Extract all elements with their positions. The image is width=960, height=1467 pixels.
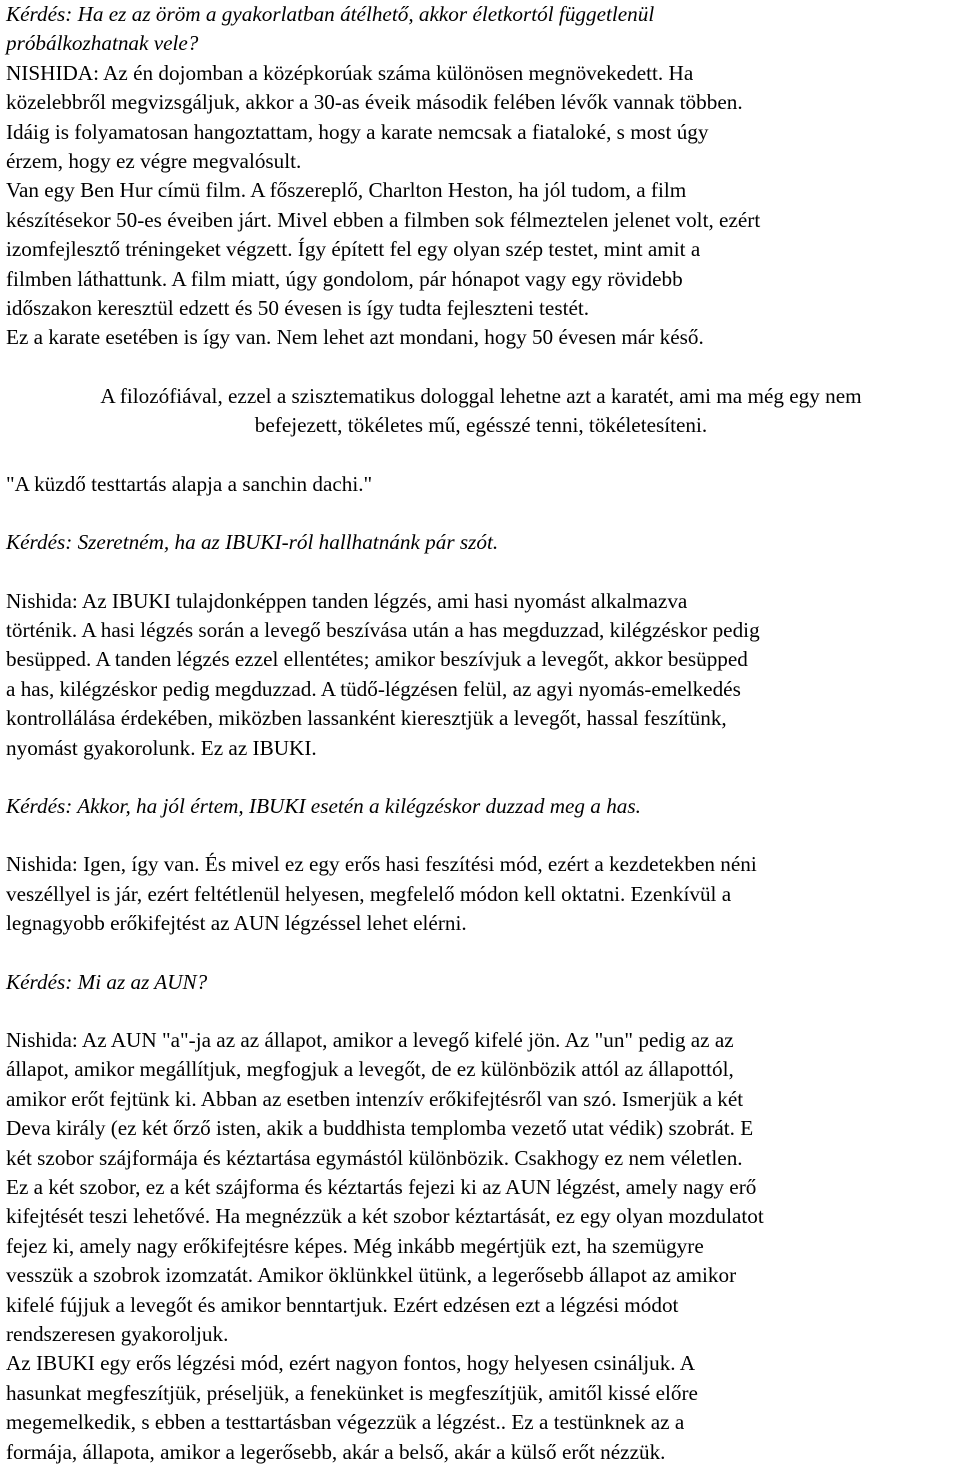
text-line: készítésekor 50-es éveiben járt. Mivel ebben a filmben sok félmeztelen jelenet volt, ezért bbox=[6, 207, 761, 232]
text-line: megemelkedik, s ebben a testtartásban végezzük a légzést.. Ez a testünknek az a bbox=[6, 1410, 685, 1435]
text-line: kontrollálása érdekében, miközben lassanként kieresztjük a levegőt, hassal feszítünk, bbox=[6, 706, 727, 731]
question-paragraph bbox=[6, 968, 956, 997]
text-line: Nishida: Az AUN "a"-ja az az állapot, amikor a levegő kifelé jön. Az "un" pedig az az bbox=[6, 1027, 734, 1052]
text-line: Ez a karate esetében is így van. Nem lehet azt mondani, hogy 50 évesen már késő. bbox=[6, 325, 704, 350]
text-line: Nishida: Az IBUKI tulajdonképpen tanden légzés, ami hasi nyomást alkalmazva bbox=[6, 588, 688, 613]
text-line: a has, kilégzéskor pedig megduzzad. A tüdő-légzésen felül, az agyi nyomás-emelkedés bbox=[6, 676, 741, 701]
text-line: filmben láthattunk. A film miatt, úgy gondolom, pár hónapot vagy egy rövidebb bbox=[6, 266, 683, 291]
text-line: amikor erőt fejtünk ki. Abban az esetben intenzív erőkifejtésről van szó. Ismerjük a két bbox=[6, 1086, 744, 1111]
text-line: Idáig is folyamatosan hangoztattam, hogy a karate nemcsak a fiataloké, s most úgy bbox=[6, 119, 709, 144]
text-line: történik. A hasi légzés során a levegő beszívása után a has megduzzad, kilégzéskor pedig bbox=[6, 617, 760, 642]
text-line: Deva király (ez két őrző isten, akik a buddhista templomba vezető utat védik) szobrát. E bbox=[6, 1116, 754, 1141]
text-line: Az IBUKI egy erős légzési mód, ezért nagyon fontos, hogy helyesen csináljuk. A bbox=[6, 1351, 696, 1376]
text-line: Nishida: Igen, így van. És mivel ez egy erős hasi feszítési mód, ezért a kezdetekben néni bbox=[6, 852, 757, 877]
text-line: legnagyobb erőkifejtést az AUN légzéssel lehet elérni. bbox=[6, 911, 467, 936]
document-page bbox=[6, 0, 956, 1467]
text-line: izomfejlesztő tréningeket végzett. Így épített fel egy olyan szép testet, mint amit a bbox=[6, 237, 701, 262]
text-line: Kérdés: Ha ez az öröm a gyakorlatban átélhető, akkor életkortól függetlenül bbox=[6, 2, 655, 26]
text-line: két szobor szájformája és kéztartása egymástól különbözik. Csakhogy ez nem véletlen. bbox=[6, 1145, 743, 1170]
text-line: Van egy Ben Hur címü film. A főszereplő, Charlton Heston, ha jól tudom, a film bbox=[6, 178, 687, 203]
answer-paragraph bbox=[6, 1026, 956, 1467]
text-line: fejez ki, amely nagy erőkifejtésre képes. Még inkább megértjük ezt, ha szemügyre bbox=[6, 1233, 704, 1258]
text-line: állapot, amikor megállítjuk, megfogjuk a levegőt, de ez különbözik attól az állapottól, bbox=[6, 1057, 734, 1082]
text-line: vesszük a szobrok izomzatát. Amikor öklünkkel ütünk, a legerősebb állapot az amikor bbox=[6, 1263, 737, 1288]
text-line: befejezett, tökéletes mű, egésszé tenni, tökéletesíteni. bbox=[254, 413, 708, 438]
question-paragraph bbox=[6, 792, 956, 821]
text-line: Kérdés: Mi az az AUN? bbox=[6, 969, 208, 994]
text-line: A filozófiával, ezzel a szisztematikus dologgal lehetne azt a karatét, ami ma még egy nem bbox=[100, 383, 862, 408]
text-line: veszéllyel is jár, ezért feltétlenül helyesen, megfelelő módon kell oktatni. Ezenkívül a bbox=[6, 881, 732, 906]
text-line: formája, állapota, amikor a legerősebb, akár a belső, akár a külső erőt nézzük. bbox=[6, 1439, 666, 1464]
text-line: közelebbről megvizsgáljuk, akkor a 30-as éveik második felében lévők vannak többen. bbox=[6, 90, 743, 115]
text-line: hasunkat megfeszítjük, préseljük, a fenekünket is megfeszítjük, amitől kissé előre bbox=[6, 1380, 698, 1405]
text-line: Ez a két szobor, ez a két szájforma és kéztartás fejezi ki az AUN légzést, amely nagy erő bbox=[6, 1175, 757, 1199]
text-line: időszakon keresztül edzett és 50 évesen is így tudta fejleszteni testét. bbox=[6, 296, 590, 321]
text-line: rendszeresen gyakoroljuk. bbox=[6, 1322, 229, 1347]
answer-paragraph bbox=[6, 59, 956, 353]
text-line: kifejtését teszi lehetővé. Ha megnézzük a két szobor kéztartását, ez egy olyan mozdulatot bbox=[6, 1204, 764, 1229]
text-line: "A küzdő testtartás alapja a sanchin dachi." bbox=[6, 471, 373, 496]
text-line: érzem, hogy ez végre megvalósult. bbox=[6, 149, 302, 174]
question-paragraph bbox=[6, 0, 956, 59]
text-line: kifelé fújjuk a levegőt és amikor benntartjuk. Ezért edzésen ezt a légzési módot bbox=[6, 1292, 679, 1317]
text-line: nyomást gyakorolunk. Ez az IBUKI. bbox=[6, 735, 317, 760]
quote-paragraph bbox=[6, 470, 956, 499]
answer-paragraph bbox=[6, 587, 956, 763]
text-line: Kérdés: Akkor, ha jól értem, IBUKI esetén a kilégzéskor duzzad meg a has. bbox=[6, 793, 641, 818]
text-line: besüpped. A tanden légzés ezzel ellentétes; amikor beszívjuk a levegőt, akkor besüpped bbox=[6, 647, 748, 672]
question-paragraph bbox=[6, 528, 956, 557]
centered-paragraph bbox=[6, 382, 956, 441]
text-line: próbálkozhatnak vele? bbox=[6, 31, 199, 56]
text-line: Kérdés: Szeretném, ha az IBUKI-ról hallhatnánk pár szót. bbox=[6, 530, 499, 555]
text-line: NISHIDA: Az én dojomban a középkorúak száma különösen megnövekedett. Ha bbox=[6, 60, 694, 85]
answer-paragraph bbox=[6, 850, 956, 938]
